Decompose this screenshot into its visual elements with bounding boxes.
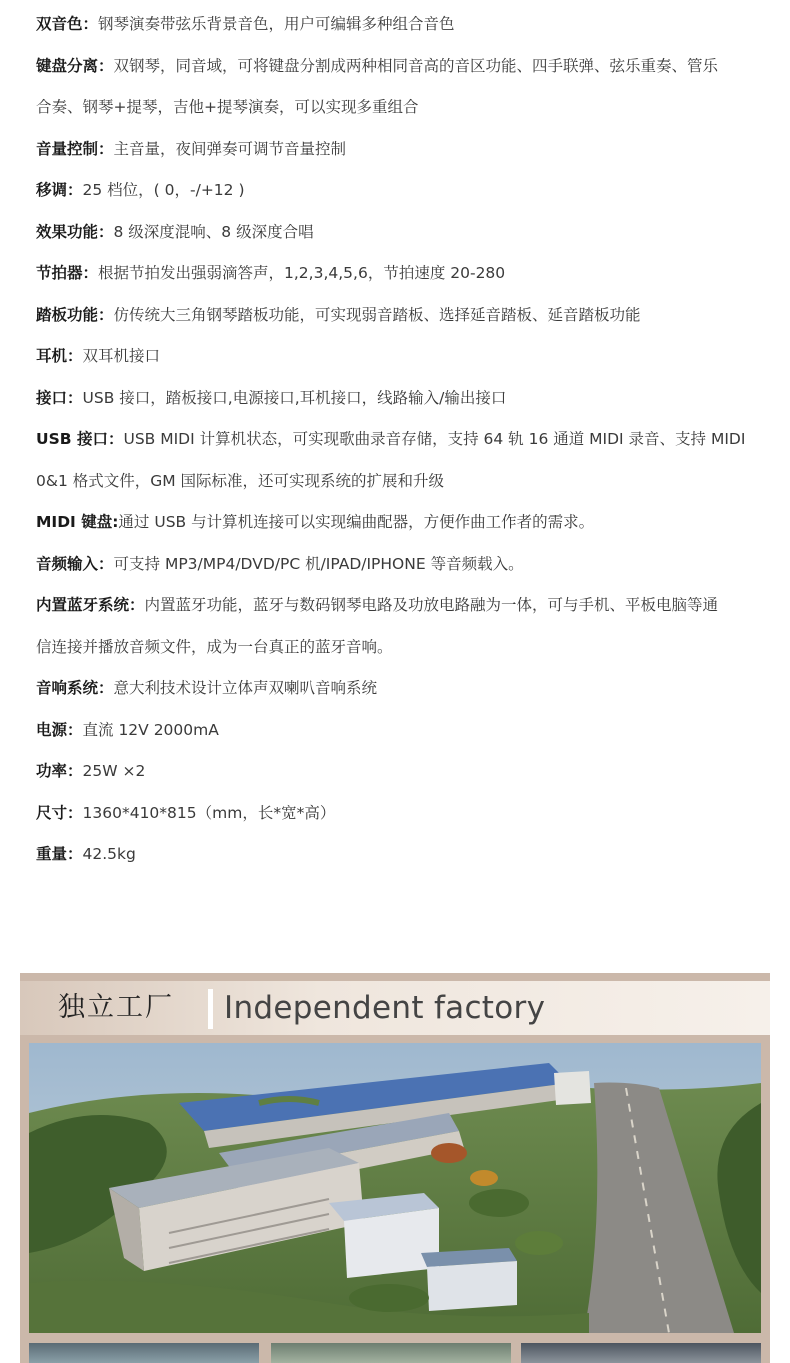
spec-label: 尺寸： <box>36 803 83 822</box>
spec-value: 42.5kg <box>82 845 136 863</box>
spec-line <box>36 461 756 503</box>
spec-line <box>36 710 756 752</box>
spec-value: 直流 12V 2000mA <box>82 720 219 739</box>
spec-label: 踏板功能： <box>36 305 114 324</box>
spec-line <box>36 793 756 835</box>
spec-value: 1360*410*815（mm，长*宽*高） <box>82 803 336 822</box>
spec-label: 节拍器： <box>36 264 99 282</box>
spec-value: 双钢琴，同音域，可将键盘分割成两种相同音高的音区功能、四手联弹、弦乐重奏、管乐 <box>113 56 719 75</box>
spec-line <box>36 585 756 627</box>
spec-line <box>36 668 756 710</box>
factory-section <box>20 973 770 1363</box>
spec-label: 音频输入： <box>36 554 114 573</box>
spec-label: 键盘分离： <box>36 56 114 75</box>
spec-value: 25W ×2 <box>82 762 146 780</box>
spec-label: 音量控制： <box>36 139 114 158</box>
spec-line <box>36 4 756 46</box>
spec-value: USB 接口，踏板接口,电源接口,耳机接口，线路输入/输出接口 <box>82 388 507 407</box>
spec-value: 钢琴演奏带弦乐背景音色，用户可编辑多种组合音色 <box>98 15 455 33</box>
spec-line <box>36 253 756 295</box>
title-divider <box>208 989 213 1029</box>
factory-aerial-image <box>29 1043 761 1333</box>
spec-value: 主音量，夜间弹奏可调节音量控制 <box>113 139 347 158</box>
spec-line <box>36 336 756 378</box>
spec-value: 根据节拍发出强弱滴答声，1,2,3,4,5,6，节拍速度 20-280 <box>98 264 506 282</box>
spec-value: 仿传统大三角钢琴踏板功能，可实现弱音踏板、选择延音踏板、延音踏板功能 <box>113 305 641 324</box>
spec-line <box>36 129 756 171</box>
spec-line <box>36 419 756 461</box>
spec-line <box>36 212 756 254</box>
thumbnail-strip <box>29 1343 761 1363</box>
spec-label: 音响系统： <box>36 679 114 697</box>
thumbnail-image <box>521 1343 761 1363</box>
spec-value: 8 级深度混响、8 级深度合唱 <box>113 222 314 241</box>
spec-value: 合奏、钢琴+提琴，吉他+提琴演奏，可以实现多重组合 <box>36 98 419 116</box>
spec-value: 25 档位，( 0，-/+12 ) <box>82 181 245 199</box>
spec-line <box>36 295 756 337</box>
spec-label: 效果功能： <box>36 222 114 241</box>
spec-line <box>36 834 756 876</box>
spec-label: 移调： <box>36 181 83 199</box>
spec-line <box>36 627 756 669</box>
factory-title-zh: 独立工厂 <box>58 992 174 1023</box>
spec-line <box>36 751 756 793</box>
spec-line <box>36 378 756 420</box>
spec-label: 耳机： <box>36 347 83 365</box>
spec-line <box>36 87 756 129</box>
spec-value: 意大利技术设计立体声双喇叭音响系统 <box>113 679 378 697</box>
spec-value: 0&1 格式文件，GM 国际标准，还可实现系统的扩展和升级 <box>36 471 445 490</box>
spec-label: 内置蓝牙系统： <box>36 596 145 614</box>
spec-value: 内置蓝牙功能，蓝牙与数码钢琴电路及功放电路融为一体，可与手机、平板电脑等通 <box>144 596 719 614</box>
spec-label: 重量： <box>36 845 83 863</box>
spec-line <box>36 170 756 212</box>
spec-label: 双音色： <box>36 15 99 33</box>
spec-list <box>36 4 756 876</box>
spec-label: USB 接口： <box>36 430 124 448</box>
spec-label: 功率： <box>36 762 83 780</box>
spec-line <box>36 502 756 544</box>
spec-value: 通过 USB 与计算机连接可以实现编曲配器，方便作曲工作者的需求。 <box>118 513 595 531</box>
factory-header <box>20 981 770 1035</box>
spec-label: MIDI 键盘: <box>36 513 119 531</box>
spec-value: 可支持 MP3/MP4/DVD/PC 机/IPAD/IPHONE 等音频载入。 <box>113 554 524 573</box>
spec-value: 双耳机接口 <box>82 347 161 365</box>
spec-label: 接口： <box>36 388 83 407</box>
thumbnail-image <box>29 1343 259 1363</box>
spec-line <box>36 544 756 586</box>
spec-value: USB MIDI 计算机状态，可实现歌曲录音存储，支持 64 轨 16 通道 MIDI 录音、支持 MIDI <box>123 430 746 448</box>
spec-line <box>36 46 756 88</box>
factory-title-en: Independent factory <box>224 990 546 1026</box>
spec-value: 信连接并播放音频文件，成为一台真正的蓝牙音响。 <box>36 637 393 656</box>
spec-label: 电源： <box>36 720 83 739</box>
thumbnail-image <box>271 1343 511 1363</box>
